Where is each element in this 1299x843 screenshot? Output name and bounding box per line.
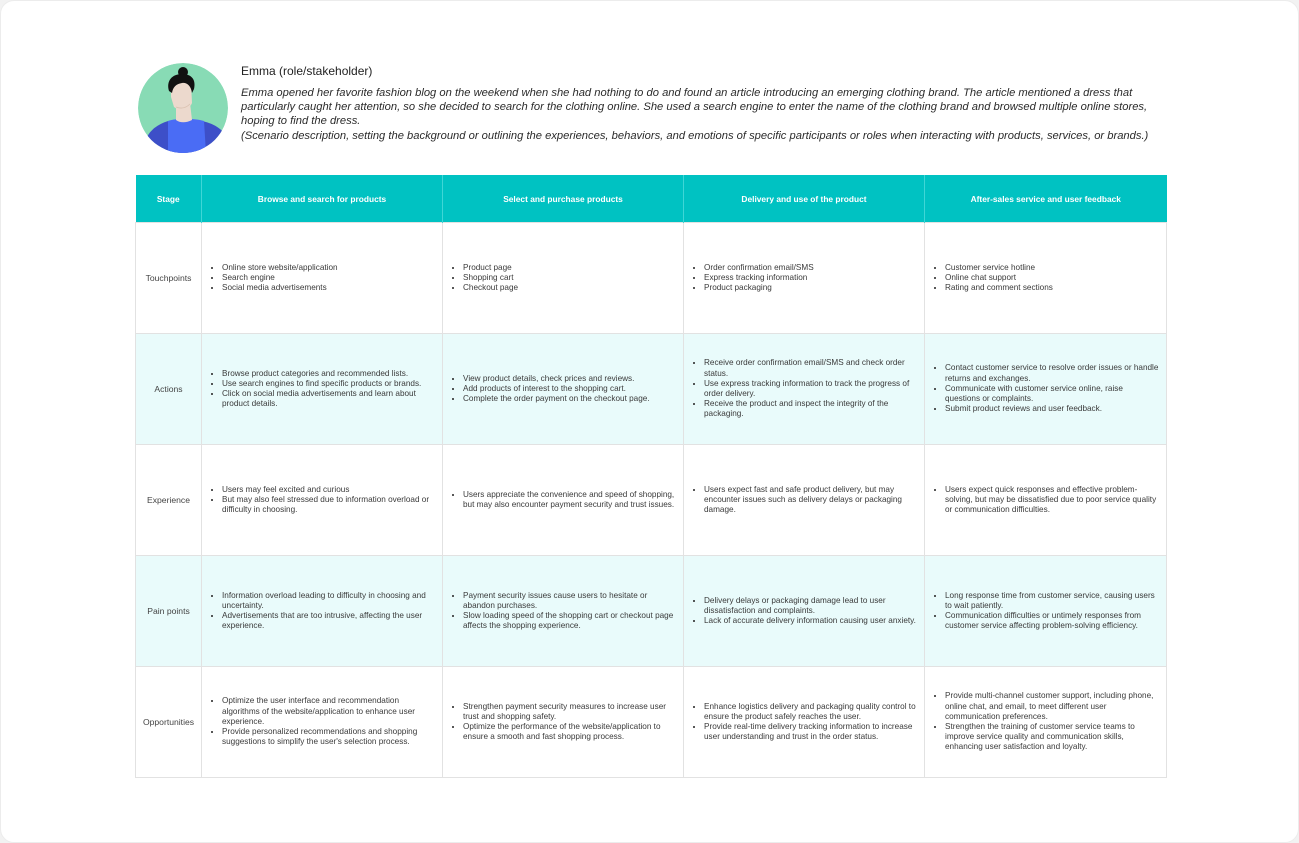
- person-avatar-icon: [138, 63, 228, 153]
- cell-pain-points-after-sales: [925, 556, 1167, 667]
- list-item: • Rating and comment sections: [945, 283, 1160, 293]
- table-body: [136, 223, 1167, 778]
- list-item: • Slow loading speed of the shopping cart or checkout page affects the shopping experience.: [463, 611, 677, 631]
- list-item: • Click on social media advertisements and learn about product details.: [222, 389, 436, 409]
- table-header-row: [136, 175, 1167, 223]
- list-item: • Optimize the user interface and recommendation algorithms of the website/application to enhance user experience.: [222, 696, 436, 727]
- cell-touchpoints-select-purchase: [443, 223, 684, 334]
- bullet-list: [208, 485, 436, 516]
- list-item: • Users appreciate the convenience and speed of shopping, but may also encounter payment security and trust issues.: [463, 490, 677, 510]
- stage-label-opportunities: Opportunities: [136, 667, 202, 778]
- list-item: • Search engine: [222, 273, 436, 283]
- bullet-list: [931, 691, 1160, 752]
- list-item: • Communicate with customer service online, raise questions or complaints.: [945, 384, 1160, 404]
- list-item: • Provide real-time delivery tracking information to increase user understanding and trust in the order status.: [704, 722, 918, 742]
- bullet-list: [208, 591, 436, 632]
- bullet-list: [449, 263, 677, 294]
- list-item: • Provide personalized recommendations and shopping suggestions to simplify the user's selection process.: [222, 727, 436, 747]
- cell-actions-delivery-use: [684, 334, 925, 445]
- header-select-purchase: Select and purchase products: [443, 175, 684, 223]
- persona-text: [241, 64, 1171, 143]
- bullet-list: [208, 369, 436, 410]
- list-item: • Information overload leading to difficulty in choosing and uncertainty.: [222, 591, 436, 611]
- bullet-list: [931, 363, 1160, 414]
- journey-map-table: [135, 175, 1167, 778]
- table-row-experience: [136, 445, 1167, 556]
- list-item: • View product details, check prices and reviews.: [463, 374, 677, 384]
- cell-experience-after-sales: [925, 445, 1167, 556]
- cell-actions-browse-search: [202, 334, 443, 445]
- list-item: • Provide multi-channel customer support, including phone, online chat, and email, to meet different user communication preferences.: [945, 691, 1160, 722]
- list-item: • Complete the order payment on the checkout page.: [463, 394, 677, 404]
- list-item: • Customer service hotline: [945, 263, 1160, 273]
- list-item: • Use search engines to find specific products or brands.: [222, 379, 436, 389]
- cell-touchpoints-after-sales: [925, 223, 1167, 334]
- list-item: • Online store website/application: [222, 263, 436, 273]
- list-item: • Users expect fast and safe product delivery, but may encounter issues such as delivery delays or packaging damage.: [704, 485, 918, 516]
- bullet-list: [208, 696, 436, 747]
- list-item: • Advertisements that are too intrusive, affecting the user experience.: [222, 611, 436, 631]
- list-item: • Submit product reviews and user feedback.: [945, 404, 1160, 414]
- list-item: • Use express tracking information to track the progress of order delivery.: [704, 379, 918, 399]
- table-row-opportunities: [136, 667, 1167, 778]
- cell-touchpoints-browse-search: [202, 223, 443, 334]
- persona-section: [138, 63, 1168, 163]
- bullet-list: [690, 485, 918, 516]
- list-item: • But may also feel stressed due to information overload or difficulty in choosing.: [222, 495, 436, 515]
- table-row-pain-points: [136, 556, 1167, 667]
- list-item: • Receive order confirmation email/SMS and check order status.: [704, 358, 918, 378]
- list-item: • Strengthen the training of customer service teams to improve service quality and communication skills, enhancing user satisfaction and loyalty.: [945, 722, 1160, 753]
- scenario-note: (Scenario description, setting the background or outlining the experiences, behaviors, and emotions of specific participants or roles when interacting with products, services, or brands.): [241, 129, 1149, 142]
- table-row-touchpoints: [136, 223, 1167, 334]
- bullet-list: [690, 596, 918, 627]
- bullet-list: [449, 374, 677, 405]
- header-after-sales: After-sales service and user feedback: [925, 175, 1167, 223]
- scenario-description: Emma opened her favorite fashion blog on the weekend when she had nothing to do and found an article introducing an emerging clothing brand. The article mentioned a dress that particularly caught her attention, so she decided to search for the clothing online. She used a search engine to enter the name of the clothing brand and browsed multiple online stores, hoping to find the dress.: [241, 87, 1148, 128]
- list-item: • Add products of interest to the shopping cart.: [463, 384, 677, 394]
- bullet-list: [690, 358, 918, 419]
- list-item: • Strengthen payment security measures to increase user trust and shopping safety.: [463, 702, 677, 722]
- list-item: • Browse product categories and recommended lists.: [222, 369, 436, 379]
- cell-pain-points-browse-search: [202, 556, 443, 667]
- cell-experience-delivery-use: [684, 445, 925, 556]
- header-stage: Stage: [136, 175, 202, 223]
- list-item: • Shopping cart: [463, 273, 677, 283]
- cell-actions-select-purchase: [443, 334, 684, 445]
- cell-opportunities-browse-search: [202, 667, 443, 778]
- bullet-list: [449, 702, 677, 743]
- list-item: • Online chat support: [945, 273, 1160, 283]
- list-item: • Communication difficulties or untimely responses from customer service affecting problem-solving efficiency.: [945, 611, 1160, 631]
- list-item: • Contact customer service to resolve order issues or handle returns and exchanges.: [945, 363, 1160, 383]
- cell-actions-after-sales: [925, 334, 1167, 445]
- list-item: • Users may feel excited and curious: [222, 485, 436, 495]
- cell-experience-browse-search: [202, 445, 443, 556]
- list-item: • Product packaging: [704, 283, 918, 293]
- cell-opportunities-delivery-use: [684, 667, 925, 778]
- list-item: • Social media advertisements: [222, 283, 436, 293]
- persona-name: Emma (role/stakeholder): [241, 64, 373, 78]
- stage-label-touchpoints: Touchpoints: [136, 223, 202, 334]
- bullet-list: [690, 263, 918, 294]
- list-item: • Receive the product and inspect the integrity of the packaging.: [704, 399, 918, 419]
- list-item: • Long response time from customer service, causing users to wait patiently.: [945, 591, 1160, 611]
- list-item: • Enhance logistics delivery and packaging quality control to ensure the product safely reaches the user.: [704, 702, 918, 722]
- bullet-list: [449, 490, 677, 510]
- list-item: • Express tracking information: [704, 273, 918, 283]
- cell-opportunities-after-sales: [925, 667, 1167, 778]
- stage-label-pain-points: Pain points: [136, 556, 202, 667]
- list-item: • Order confirmation email/SMS: [704, 263, 918, 273]
- cell-pain-points-select-purchase: [443, 556, 684, 667]
- cell-experience-select-purchase: [443, 445, 684, 556]
- list-item: • Product page: [463, 263, 677, 273]
- list-item: • Users expect quick responses and effective problem-solving, but may be dissatisfied due to poor service quality or communication difficulties.: [945, 485, 1160, 516]
- cell-pain-points-delivery-use: [684, 556, 925, 667]
- stage-label-experience: Experience: [136, 445, 202, 556]
- list-item: • Checkout page: [463, 283, 677, 293]
- list-item: • Delivery delays or packaging damage lead to user dissatisfaction and complaints.: [704, 596, 918, 616]
- bullet-list: [690, 702, 918, 743]
- cell-opportunities-select-purchase: [443, 667, 684, 778]
- list-item: • Payment security issues cause users to hesitate or abandon purchases.: [463, 591, 677, 611]
- bullet-list: [931, 263, 1160, 294]
- bullet-list: [931, 485, 1160, 516]
- table-row-actions: [136, 334, 1167, 445]
- bullet-list: [208, 263, 436, 294]
- bullet-list: [449, 591, 677, 632]
- list-item: • Optimize the performance of the website/application to ensure a smooth and fast shopping process.: [463, 722, 677, 742]
- cell-touchpoints-delivery-use: [684, 223, 925, 334]
- bullet-list: [931, 591, 1160, 632]
- header-delivery-use: Delivery and use of the product: [684, 175, 925, 223]
- list-item: • Lack of accurate delivery information causing user anxiety.: [704, 616, 918, 626]
- stage-label-actions: Actions: [136, 334, 202, 445]
- header-browse-search: Browse and search for products: [202, 175, 443, 223]
